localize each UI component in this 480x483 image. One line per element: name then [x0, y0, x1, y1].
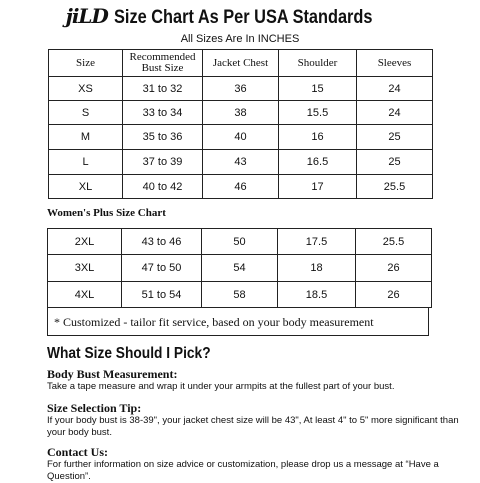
- table-row: [49, 77, 433, 101]
- table-row: [48, 282, 432, 308]
- table-cell: 36: [203, 77, 279, 101]
- table-cell: 2XL: [48, 229, 122, 255]
- table-cell: 25.5: [356, 229, 432, 255]
- table-row: [48, 229, 432, 255]
- table-row: [49, 125, 433, 150]
- table-cell: 47 to 50: [122, 255, 202, 282]
- chart-header: [0, 4, 480, 29]
- table-cell: 16: [279, 125, 357, 150]
- brand-logo: jiLD: [65, 4, 108, 28]
- table-cell: 40: [203, 125, 279, 150]
- table-row: [48, 255, 432, 282]
- table-cell: 26: [356, 282, 432, 308]
- section-text-tip: If your body bust is 38-39", your jacket chest size will be 43", At least 4" to 5" more significant than your body bust.: [47, 415, 459, 438]
- table-cell: S: [49, 101, 123, 125]
- table-cell: L: [49, 150, 123, 175]
- table-cell: 43 to 46: [122, 229, 202, 255]
- section-title-contact: Contact Us:: [47, 445, 108, 459]
- section-title-tip: Size Selection Tip:: [47, 401, 142, 415]
- table-cell: 38: [203, 101, 279, 125]
- table-cell: 16.5: [279, 150, 357, 175]
- column-header: Shoulder: [279, 50, 357, 77]
- table-row: [49, 101, 433, 125]
- table-cell: 35 to 36: [123, 125, 203, 150]
- table-cell: 25.5: [357, 175, 433, 199]
- table-cell: 4XL: [48, 282, 122, 308]
- table-cell: 15.5: [279, 101, 357, 125]
- column-header: Recommended Bust Size: [123, 50, 203, 77]
- table-cell: 24: [357, 77, 433, 101]
- section-title-bust: Body Bust Measurement:: [47, 367, 178, 381]
- plus-size-chart-label: Women's Plus Size Chart: [47, 207, 166, 219]
- table-header-row: [49, 50, 433, 77]
- plus-size-table: [47, 228, 432, 308]
- table-cell: 25: [357, 125, 433, 150]
- table-cell: 40 to 42: [123, 175, 203, 199]
- table-cell: 3XL: [48, 255, 122, 282]
- table-cell: 17: [279, 175, 357, 199]
- table-cell: 15: [279, 77, 357, 101]
- table-row: [49, 175, 433, 199]
- table-cell: 25: [357, 150, 433, 175]
- table-cell: 18.5: [278, 282, 356, 308]
- section-text-contact: For further information on size advice or customization, please drop us a message at “Have a Question”.: [47, 459, 439, 482]
- column-header: Size: [49, 50, 123, 77]
- table-cell: 33 to 34: [123, 101, 203, 125]
- table-cell: 24: [357, 101, 433, 125]
- table-cell: 43: [203, 150, 279, 175]
- size-table: [48, 49, 433, 199]
- customization-note: * Customized - tailor fit service, based on your body measurement: [47, 307, 429, 336]
- column-header: Sleeves: [357, 50, 433, 77]
- table-row: [49, 150, 433, 175]
- guide-heading: What Size Should I Pick?: [47, 345, 211, 362]
- table-cell: 51 to 54: [122, 282, 202, 308]
- column-header: Jacket Chest: [203, 50, 279, 77]
- table-cell: 46: [203, 175, 279, 199]
- table-cell: 31 to 32: [123, 77, 203, 101]
- page-title: Size Chart As Per USA Standards: [113, 7, 373, 28]
- table-cell: 17.5: [278, 229, 356, 255]
- table-cell: XS: [49, 77, 123, 101]
- table-cell: 58: [202, 282, 278, 308]
- section-text-bust: Take a tape measure and wrap it under your armpits at the fullest part of your bust.: [47, 381, 395, 392]
- table-cell: 37 to 39: [123, 150, 203, 175]
- table-cell: 18: [278, 255, 356, 282]
- table-cell: XL: [49, 175, 123, 199]
- table-cell: M: [49, 125, 123, 150]
- page-subtitle: All Sizes Are In INCHES: [180, 33, 300, 45]
- table-cell: 54: [202, 255, 278, 282]
- table-cell: 26: [356, 255, 432, 282]
- table-cell: 50: [202, 229, 278, 255]
